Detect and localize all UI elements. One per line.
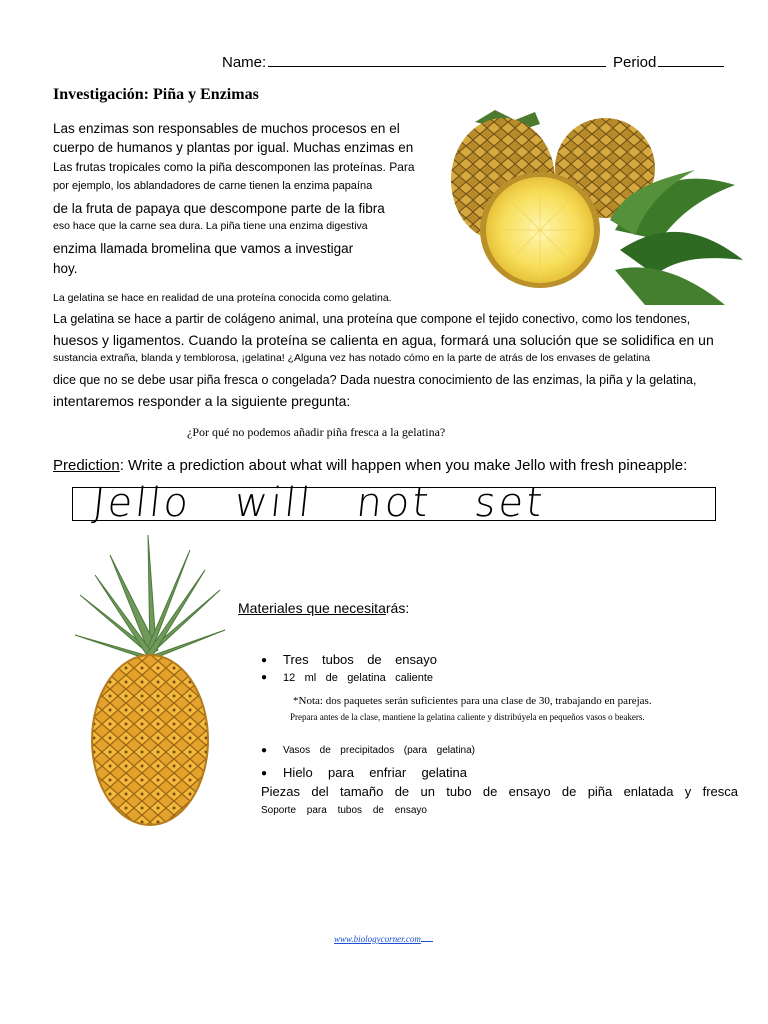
name-label: Name:	[222, 54, 267, 71]
period-field[interactable]	[613, 52, 724, 71]
body-line: dice que no se debe usar piña fresca o congelada? Dada nuestra conocimiento de las enzimas, la piña y la gelatina,	[53, 373, 697, 387]
period-blank[interactable]	[658, 52, 724, 67]
materials-list-item: ● 12 ml de gelatina caliente	[261, 672, 433, 684]
page-title: Investigación: Piña y Enzimas	[53, 86, 259, 103]
body-line: sustancia extraña, blanda y temblorosa, ¡gelatina! ¿Alguna vez has notado cómo en la parte de atrás de los envases de gelatina	[53, 352, 651, 364]
materials-list-item: ● Tres tubos de ensayo	[261, 652, 437, 667]
materials-list-item: Soporte para tubos de ensayo	[261, 805, 427, 816]
period-label: Period	[613, 54, 657, 71]
handwritten-answer: Jello will not set	[90, 480, 548, 526]
whole-pineapple-image	[70, 535, 230, 830]
name-blank[interactable]	[268, 52, 606, 67]
prediction-prompt	[53, 457, 687, 474]
intro-line: enzima llamada bromelina que vamos a investigar	[53, 241, 354, 256]
prediction-text: : Write a prediction about what will happen when you make Jello with fresh pineapple:	[119, 457, 688, 474]
intro-line: hoy.	[53, 261, 78, 276]
materials-note: *Nota: dos paquetes serán suficientes para una clase de 30, trabajando en parejas.	[293, 695, 652, 707]
materials-list-item: ● Hielo para enfriar gelatina	[261, 765, 467, 780]
research-question: ¿Por qué no podemos añadir piña fresca a la gelatina?	[187, 425, 446, 439]
intro-line: Las enzimas son responsables de muchos procesos en el	[53, 121, 400, 136]
intro-line: por ejemplo, los ablandadores de carne tienen la enzima papaína	[53, 180, 373, 192]
body-line: intentaremos responder a la siguiente pregunta:	[53, 393, 351, 409]
materials-note: Prepara antes de la clase, mantiene la gelatina caliente y distribúyela en pequeños vasos o beakers.	[290, 712, 645, 722]
materials-list-item: ● Vasos de precipitados (para gelatina)	[261, 745, 475, 757]
name-field[interactable]	[222, 52, 606, 71]
materials-list-item: Piezas del tamaño de un tubo de ensayo de piña enlatada y fresca	[261, 784, 738, 799]
intro-line: Las frutas tropicales como la piña descomponen las proteínas. Para	[53, 160, 415, 174]
prediction-label: Prediction	[53, 457, 120, 474]
materials-title: Materiales que necesitarás:	[238, 600, 410, 616]
footer-link[interactable]: www.biologycorner.com	[334, 934, 433, 944]
intro-line: eso hace que la carne sea dura. La piña tiene una enzima digestiva	[53, 220, 368, 232]
body-line: huesos y ligamentos. Cuando la proteína se calienta en agua, formará una solución que se solidifica en un	[53, 332, 714, 348]
intro-line: cuerpo de humanos y plantas por igual. Muchas enzimas en	[53, 140, 414, 155]
prediction-answer-box[interactable]	[72, 480, 716, 526]
body-line: La gelatina se hace a partir de colágeno animal, una proteína que compone el tejido conectivo, como los tendones,	[53, 312, 691, 326]
intro-line: de la fruta de papaya que descompone parte de la fibra	[53, 201, 385, 216]
pineapple-halves-image	[445, 110, 745, 305]
body-line: La gelatina se hace en realidad de una proteína conocida como gelatina.	[53, 292, 392, 304]
